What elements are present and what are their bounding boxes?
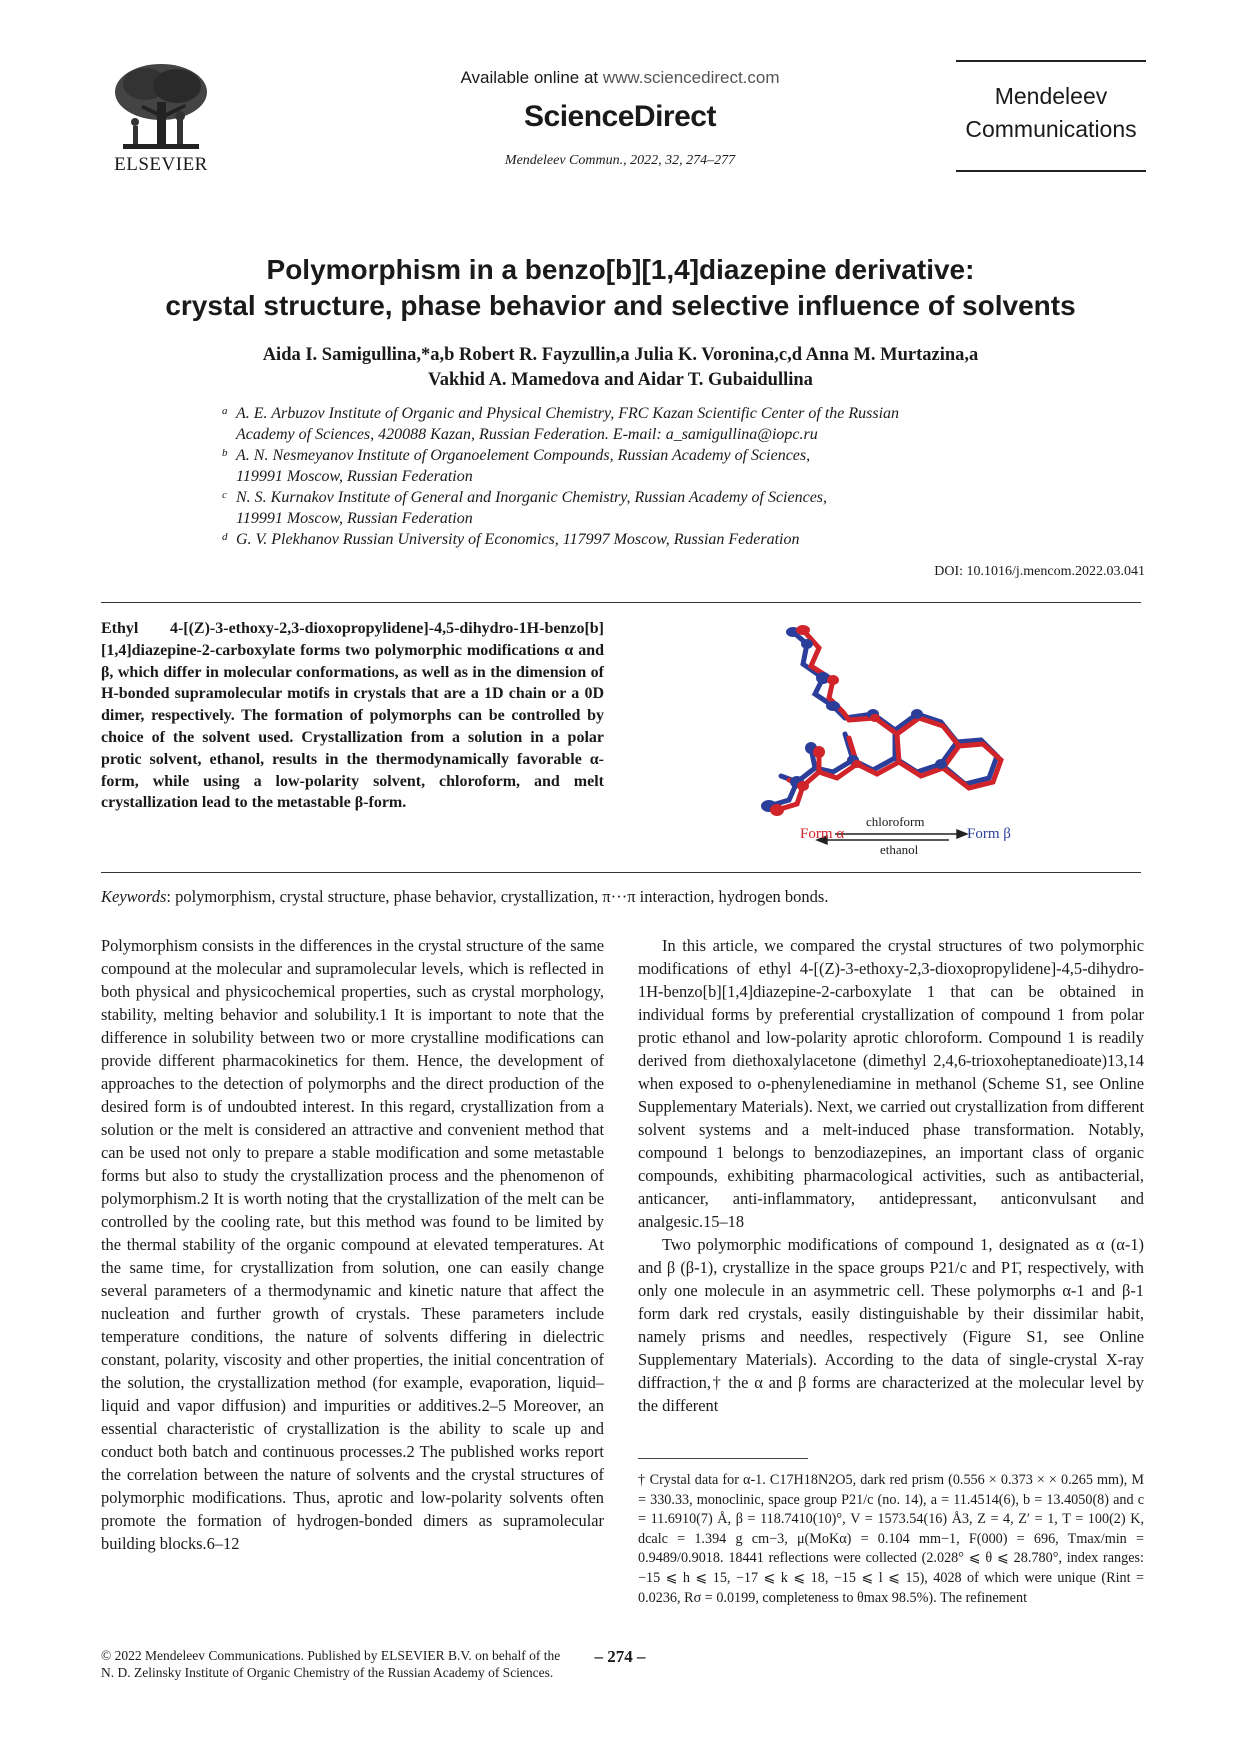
title-line1: Polymorphism in a benzo[b][1,4]diazepine derivative: — [266, 254, 975, 285]
graphical-abstract-text: Ethyl 4-[(Z)-3-ethoxy-2,3-dioxopropylidene]-4,5-dihydro-1H-benzo[b][1,4]diazepine-2-carboxylate forms two polymorphic modifications α and β, which differ in molecular conformations, as well as in the dimension of H-bonded supramolecular motifs in crystals that are a 1D chain or a 0D dimer, respectively. The formation of polymorphs can be controlled by choice of the solvent used. Crystallization from a solution in a polar protic solvent, ethanol, results in the thermodynamically favorable α-form, while using a low-polarity solvent, chloroform, and melt crystallization lead to the metastable β-form. — [101, 620, 604, 812]
arrow-label-ethanol: ethanol — [880, 842, 919, 857]
affiliation-mark: b — [222, 447, 228, 459]
copyright-notice: © 2022 Mendeleev Communications. Published by ELSEVIER B.V. on behalf of the N. D. Zelinsky Institute of Organic Chemistry of the Russian Academy of Sciences. — [101, 1648, 561, 1680]
keywords-label: Keywords — [101, 887, 167, 906]
publisher-name: ELSEVIER — [114, 154, 208, 175]
journal-name — [956, 62, 1146, 146]
affiliation-b — [222, 445, 1122, 487]
authors-line1: Aida I. Samigullina,*a,b Robert R. Fayzullin,a Julia K. Voronina,c,d Anna M. Murtazina,a — [262, 345, 979, 365]
affiliation-mark: a — [222, 405, 228, 417]
arrow-label-chloroform: chloroform — [866, 814, 925, 829]
divider — [101, 872, 1141, 873]
body-column-right — [638, 934, 1144, 1417]
affiliation-a — [222, 403, 1122, 445]
body-paragraph: In this article, we compared the crystal structures of two polymorphic modifications of ethyl 4-[(Z)-3-ethoxy-2,3-dioxopropylidene]-4,5-dihydro-1H-benzo[b][1,4]diazepine-2-carboxylate 1 that can be obtained in individual forms by preferential crystallization of compound 1 from polar protic ethanol and low-polarity aprotic chloroform. Compound 1 is readily derived from diethoxalylacetone (dimethyl 2,4,6-trioxoheptanedioate)13,14 when exposed to o-phenylenediamine in methanol (Scheme S1, see Online Supplementary Materials). Next, we carried out crystallization from different solvent systems and a melt-induced phase transformation. Notably, compound 1 belongs to benzodiazepines, an important class of organic compounds, exhibiting pharmacological activities, such as antibacterial, anticancer, anti-inflammatory, antidepressant, anticonvulsant and analgesic.15–18 — [638, 936, 1144, 1231]
sciencedirect-brand: ScienceDirect — [524, 100, 716, 133]
affiliation-line: Academy of Sciences, 420088 Kazan, Russian Federation. E-mail: a_samigullina@iopc.ru — [236, 426, 818, 443]
journal-name-line2: Communications — [965, 116, 1137, 142]
affiliations — [222, 403, 1122, 550]
affiliation-line: A. N. Nesmeyanov Institute of Organoelement Compounds, Russian Academy of Sciences, — [236, 447, 811, 464]
author-list — [100, 343, 1141, 393]
keywords-text: : polymorphism, crystal structure, phase behavior, crystallization, π···π interaction, hydrogen bonds. — [166, 887, 829, 906]
doi[interactable]: DOI: 10.1016/j.mencom.2022.03.041 — [934, 564, 1145, 579]
sciencedirect-link[interactable]: www.sciencedirect.com — [602, 68, 780, 87]
elsevier-logo — [105, 58, 217, 176]
affiliation-c — [222, 487, 1122, 529]
journal-masthead — [956, 60, 1146, 172]
title-line2: crystal structure, phase behavior and selective influence of solvents — [165, 290, 1076, 321]
affiliation-line: G. V. Plekhanov Russian University of Economics, 117997 Moscow, Russian Federation — [236, 531, 800, 548]
authors-line2: Vakhid A. Mamedova and Aidar T. Gubaidullina — [428, 370, 813, 390]
affiliation-line: A. E. Arbuzov Institute of Organic and Physical Chemistry, FRC Kazan Scientific Center of the Russian — [236, 405, 900, 422]
affiliation-mark: d — [222, 531, 228, 543]
affiliation-line: 119991 Moscow, Russian Federation — [236, 510, 473, 527]
body-column-left — [101, 934, 604, 1555]
available-online — [400, 68, 840, 88]
body-paragraph: Two polymorphic modifications of compound 1, designated as α (α-1) and β (β-1), crystallize in the space groups P21/c and P1̄, respectively, with only one molecule in an asymmetric cell. These polymorphs α-1 and β-1 form dark red crystals, easily distinguishable by their dissimilar habit, namely prisms and needles, respectively (Figure S1, see Online Supplementary Materials). According to the data of single-crystal X-ray diffraction,† the α and β forms are characterized at the molecular level by the different — [638, 1235, 1144, 1415]
journal-citation: Mendeleev Commun., 2022, 32, 274–277 — [504, 153, 736, 168]
journal-name-line1: Mendeleev — [994, 83, 1108, 109]
available-prefix: Available online at — [460, 68, 603, 87]
affiliation-line: N. S. Kurnakov Institute of General and Inorganic Chemistry, Russian Academy of Sciences, — [236, 489, 828, 506]
crystal-data-footnote: † Crystal data for α-1. C17H18N2O5, dark red prism (0.556 × 0.373 × × 0.265 mm), M = 330.33, monoclinic, space group P21/c (no. 14), a = 11.4514(6), b = 13.4050(8) and c = 11.6910(7) Å, β = 118.7410(10)°, V = 1573.54(16) Å3, Z = 4, Z′ = 1, T = 100(2) K, dcalc = 1.394 g cm−3, μ(MoKα) = 0.104 mm−1, F(000) = 696, Tmax/min = 0.9489/0.9018. 18441 reflections were collected (2.028° ⩽ θ ⩽ 28.780°, index ranges: −15 ⩽ h ⩽ 15, −17 ⩽ k ⩽ 18, −15 ⩽ l ⩽ 15), 4028 of which were unique (Rint = 0.0236, Rσ = 0.0199, completeness to θmax 98.5%). The refinement — [638, 1472, 1144, 1606]
affiliation-line: 119991 Moscow, Russian Federation — [236, 468, 473, 485]
affiliation-mark: c — [222, 489, 227, 501]
article-title — [100, 252, 1141, 324]
affiliation-d — [222, 529, 1122, 550]
divider — [101, 602, 1141, 603]
form-beta-label: Form β — [967, 826, 1011, 842]
page-number: – 274 – — [594, 1647, 646, 1666]
form-alpha-label: Form α — [800, 826, 845, 842]
footnote-divider — [638, 1458, 808, 1459]
keywords — [101, 887, 1141, 907]
body-paragraph: Polymorphism consists in the differences in the crystal structure of the same compound at the molecular and supramolecular levels, which is reflected in both physical and physicochemical properties, such as crystal morphology, stability, melting behavior and solubility.1 It is important to note that the difference in solubility between two or more crystalline modifications can provide different pharmacokinetics for them. Hence, the development of approaches to the detection of polymorphs and the direct production of the desired form is of undoubted interest. In this regard, crystallization from a solution or the melt is considered an attractive and convenient method that can be used not only to prepare a stable modification and some metastable forms but also to study the crystallization process and the phenomenon of polymorphism.2 It is worth noting that the crystallization of the melt can be controlled by the cooling rate, but this method was found to be limited by the thermal stability of the organic compound at elevated temperatures. At the same time, for crystallization from solution, one can easily change several parameters of a thermodynamic and kinetic nature that affect the nucleation and further growth of crystals. These parameters include temperature conditions, the nature of solvents differing in dielectric constant, polarity, viscosity and other properties, the initial concentration of the solution, the crystallization method (for example, evaporation, liquid–liquid and vapor diffusion) and impurities or additives.2–5 Moreover, an essential characteristic of crystallization is the ability to scale up and conduct both batch and continuous processes.2 The published works report the correlation between the nature of solvents and the crystal structures of polymorphic modifications. Thus, aprotic and low-polarity solvents often promote the formation of hydrogen-bonded dimers as supramolecular building blocks.6–12 — [101, 936, 604, 1553]
